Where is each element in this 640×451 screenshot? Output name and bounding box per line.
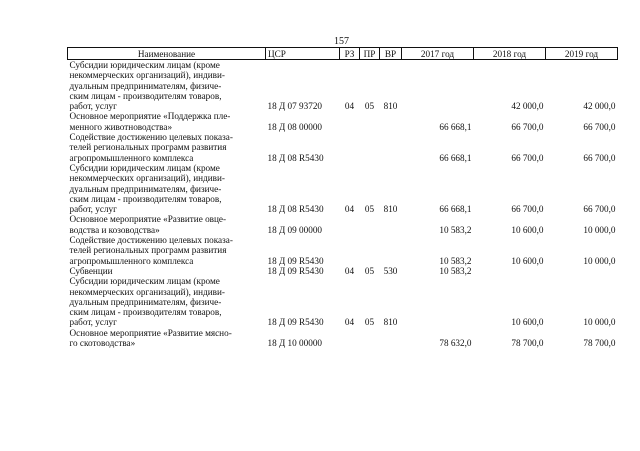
row-name: [68, 214, 266, 235]
row-name-line: Основное мероприятие «Развитие мясно-: [69, 327, 232, 338]
row-csr: 18 Д 09 R5430: [267, 265, 324, 276]
header-2019: 2019 год: [546, 48, 618, 60]
row-name-line: го скотоводства»: [69, 338, 136, 349]
row-rz: [340, 132, 360, 163]
row-vr: 810: [383, 317, 398, 328]
row-vr: [380, 111, 402, 132]
row-vr: 530: [383, 265, 398, 276]
table-header-row: [68, 48, 618, 60]
row-name-line: работ, услуг: [69, 317, 117, 328]
row-pr: 05: [364, 317, 375, 328]
row-name-line: Основное мероприятие «Поддержка пле-: [69, 111, 231, 122]
row-pr: 05: [364, 204, 375, 215]
table-row: [68, 132, 618, 163]
row-2018: 66 700,0: [511, 121, 544, 132]
row-rz: [340, 111, 360, 132]
row-name: [68, 60, 266, 112]
row-pr: [360, 235, 380, 266]
row-name-line: Субсидии юридическим лицам (кроме: [69, 162, 220, 173]
row-2019: 10 000,0: [583, 317, 616, 328]
row-name: [68, 163, 266, 214]
header-pr: ПР: [360, 48, 380, 60]
row-name-line: Субсидии юридическим лицам (кроме: [69, 276, 220, 287]
table-row: [68, 60, 618, 112]
row-2018: 66 700,0: [511, 204, 544, 215]
row-csr: 18 Д 08 R5430: [267, 152, 324, 163]
row-2018: 42 000,0: [511, 101, 544, 112]
row-pr: [360, 328, 380, 349]
row-2017: 78 632,0: [439, 338, 472, 349]
row-rz: 04: [344, 101, 355, 112]
row-pr: [360, 214, 380, 235]
row-2017: [402, 60, 474, 112]
row-2017: 10 583,2: [439, 224, 472, 235]
row-name-line: водства и козоводства»: [69, 224, 160, 235]
row-2018: 10 600,0: [511, 224, 544, 235]
table-row: [68, 214, 618, 235]
row-csr: 18 Д 08 R5430: [267, 204, 324, 215]
row-name: [68, 266, 266, 276]
row-pr: [360, 132, 380, 163]
row-name: [68, 328, 266, 349]
row-name-line: работ, услуг: [69, 101, 117, 112]
row-name-line: Содействие достижению целевых показа-: [69, 235, 233, 246]
row-vr: [380, 328, 402, 349]
row-name: [68, 276, 266, 327]
row-name-line: Основное мероприятие «Развитие овце-: [69, 214, 227, 225]
header-csr: ЦСР: [266, 48, 340, 60]
row-name: [68, 235, 266, 266]
row-2019: [546, 266, 618, 276]
row-2019: 78 700,0: [583, 338, 616, 349]
row-2019: 66 700,0: [583, 204, 616, 215]
row-pr: 05: [364, 265, 375, 276]
row-name-line: ским лицам - производителям товаров,: [69, 307, 222, 318]
row-rz: 04: [344, 317, 355, 328]
row-vr: [380, 132, 402, 163]
row-rz: 04: [344, 204, 355, 215]
table-row: [68, 235, 618, 266]
row-vr: [380, 214, 402, 235]
row-2017: 10 583,2: [439, 265, 472, 276]
row-2018: 10 600,0: [511, 317, 544, 328]
row-name-line: некоммерческих организаций), индиви-: [69, 286, 225, 297]
table-body: [68, 60, 618, 349]
row-rz: [340, 214, 360, 235]
row-csr: 18 Д 08 00000: [267, 121, 323, 132]
row-2018: [474, 266, 546, 276]
table-row: [68, 266, 618, 276]
header-name: Наименование: [68, 48, 266, 60]
row-rz: [340, 328, 360, 349]
row-name-line: агропромышленного комплекса: [69, 152, 194, 163]
budget-table: [67, 47, 618, 348]
row-2018: 10 600,0: [511, 255, 544, 266]
row-csr: 18 Д 10 00000: [267, 338, 323, 349]
row-name-line: некоммерческих организаций), индиви-: [69, 70, 225, 81]
row-vr: [380, 235, 402, 266]
row-vr: 810: [383, 204, 398, 215]
row-2019: 66 700,0: [583, 121, 616, 132]
row-2018: 66 700,0: [511, 152, 544, 163]
row-2019: 10 000,0: [583, 224, 616, 235]
row-name-line: Содействие достижению целевых показа-: [69, 132, 233, 143]
row-name: [68, 111, 266, 132]
row-2017: 66 668,1: [439, 152, 472, 163]
row-csr: 18 Д 09 R5430: [267, 317, 324, 328]
row-name-line: дуальным предпринимателям, физиче-: [69, 296, 222, 307]
row-rz: 04: [344, 265, 355, 276]
row-name-line: менного животноводства»: [69, 121, 173, 132]
row-name-line: некоммерческих организаций), индиви-: [69, 173, 225, 184]
row-name-line: телей региональных программ развития: [69, 142, 227, 153]
table-row: [68, 276, 618, 327]
row-csr: 18 Д 09 R5430: [267, 255, 324, 266]
row-2019: 66 700,0: [583, 152, 616, 163]
row-name: [68, 132, 266, 163]
row-2017: [402, 276, 474, 327]
header-2017: 2017 год: [402, 48, 474, 60]
row-name-line: ским лицам - производителям товаров,: [69, 193, 222, 204]
row-name-line: агропромышленного комплекса: [69, 255, 194, 266]
row-csr: 18 Д 09 00000: [267, 224, 323, 235]
row-pr: [360, 111, 380, 132]
row-2017: 10 583,2: [439, 255, 472, 266]
header-rz: РЗ: [340, 48, 360, 60]
table-row: [68, 328, 618, 349]
row-2017: 66 668,1: [439, 121, 472, 132]
row-name-line: ским лицам - производителям товаров,: [69, 90, 222, 101]
row-vr: 810: [383, 101, 398, 112]
row-rz: [340, 235, 360, 266]
row-name-line: дуальным предпринимателям, физиче-: [69, 80, 222, 91]
row-name-line: Субсидии юридическим лицам (кроме: [69, 60, 220, 70]
row-2019: 10 000,0: [583, 255, 616, 266]
row-name-line: Субвенции: [69, 265, 113, 276]
row-name-line: телей региональных программ развития: [69, 245, 227, 256]
page-number: 157: [334, 36, 349, 47]
row-name-line: работ, услуг: [69, 204, 117, 215]
row-csr: 18 Д 07 93720: [267, 101, 323, 112]
row-2019: 42 000,0: [583, 101, 616, 112]
row-2017: 66 668,1: [439, 204, 472, 215]
row-2018: 78 700,0: [511, 338, 544, 349]
header-vr: ВР: [380, 48, 402, 60]
row-name-line: дуальным предпринимателям, физиче-: [69, 183, 222, 194]
table-row: [68, 163, 618, 214]
table-row: [68, 111, 618, 132]
header-2018: 2018 год: [474, 48, 546, 60]
row-pr: 05: [364, 101, 375, 112]
